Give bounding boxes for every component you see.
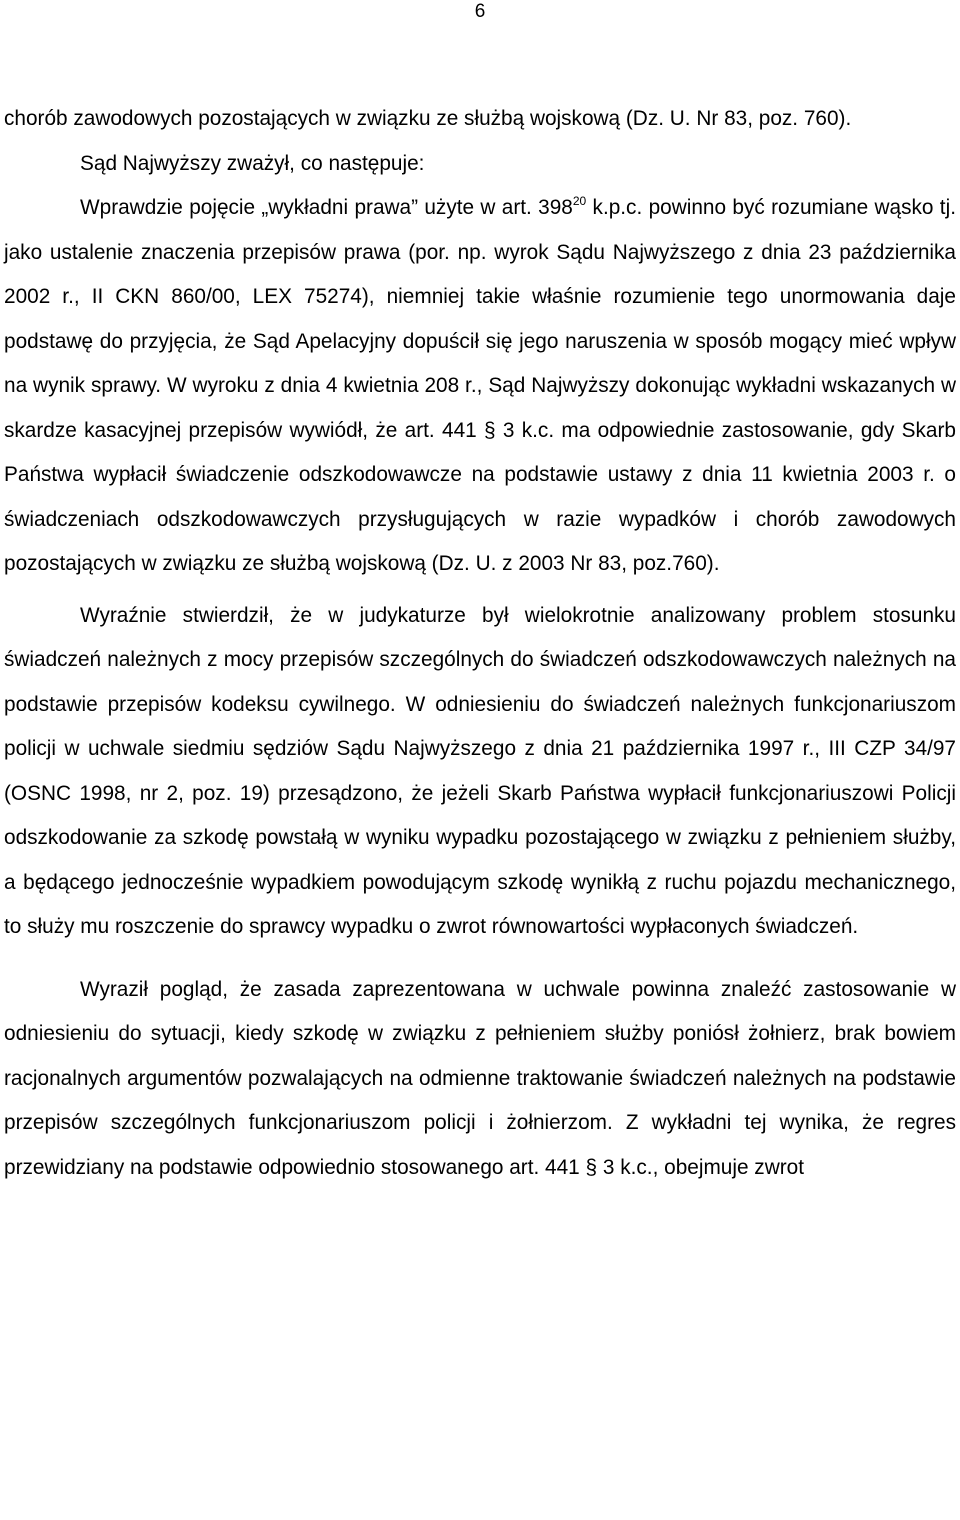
- paragraph-continuation: chorób zawodowych pozostających w związku ze służbą wojskową (Dz. U. Nr 83, poz. 760).: [4, 107, 852, 130]
- article-superscript: 20: [572, 194, 587, 208]
- page-number: 6: [474, 1, 486, 22]
- document-body: [4, 97, 956, 1190]
- paragraph-judicature: Wyraźnie stwierdził, że w judykaturze był wielokrotnie analizowany problem stosunku świadczeń należnych z mocy przepisów szczególnych do świadczeń odszkodowawczych należnych na podstawie przepisów kodeksu cywilnego. W odniesieniu do świadczeń należnych funkcjonariuszom policji w uchwale siedmiu sędziów Sądu Najwyższego z dnia 21 października 1997 r., III CZP 34/97 (OSNC 1998, nr 2, poz. 19) przesądzono, że jeżeli Skarb Państwa wypłacił funkcjonariuszowi Policji odszkodowanie za szkodę powstałą w wyniku wypadku pozostającego w związku z pełnieniem służby, a będącego jednocześnie wypadkiem powodującym szkodę wynikłą z ruchu pojazdu mechanicznego, to służy mu roszczenie do sprawcy wypadku o zwrot równowartości wypłaconych świadczeń.: [4, 603, 956, 938]
- paragraph-interpretation: [4, 186, 956, 587]
- paragraph-opinion: Wyraził pogląd, że zasada zaprezentowana w uchwale powinna znaleźć zastosowanie w odniesieniu do sytuacji, kiedy szkodę w związku z pełnieniem służby poniósł żołnierz, brak bowiem racjonalnych argumentów pozwalających na odmienne traktowanie świadczeń należnych na podstawie przepisów szczególnych funkcjonariuszom policji i żołnierzom. Z wykładni tej wynika, że regres przewidziany na podstawie odpowiednio stosowanego art. 441 § 3 k.c., obejmuje zwrot: [4, 977, 956, 1179]
- paragraph-text: k.p.c. powinno być rozumiane wąsko tj. jako ustalenie znaczenia przepisów prawa (por. np. wyrok Sądu Najwyższego z dnia 23 października 2002 r., II CKN 860/00, LEX 75274), niemniej takie właśnie rozumienie tego unormowania daje podstawę do przyjęcia, że Sąd Apelacyjny dopuścił się jego naruszenia w sposób mogący mieć wpływ na wynik sprawy. W wyroku z dnia 4 kwietnia 208 r., Sąd Najwyższy dokonując wykładni wskazanych w skardze kasacyjnej przepisów wywiódł, że art. 441 § 3 k.c. ma odpowiednie zastosowanie, gdy Skarb Państwa wypłacił świadczenie odszkodowawcze na podstawie ustawy z dnia 11 kwietnia 2003 r. o świadczeniach odszkodowawczych przysługujących w razie wypadków i chorób zawodowych pozostających w związku ze służbą wojskową (Dz. U. z 2003 Nr 83, poz.760).: [4, 196, 956, 575]
- paragraph-heading-considered: Sąd Najwyższy zważył, co następuje:: [80, 151, 425, 175]
- paragraph-text: Wprawdzie pojęcie „wykładni prawa” użyte w art. 398: [80, 196, 573, 219]
